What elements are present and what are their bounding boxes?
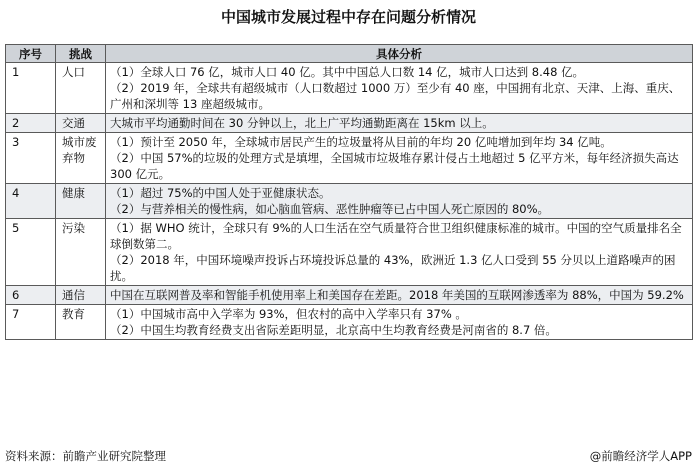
analysis-line: （1）全球人口 76 亿，城市人口 40 亿。其中中国总人口数 14 亿，城市人口达到 8.48 亿。 [110, 65, 585, 79]
row-challenge: 交通 [56, 114, 106, 133]
brand-credit [590, 448, 692, 464]
row-number: 1 [6, 63, 56, 114]
row-analysis [106, 286, 693, 305]
row-challenge: 健康 [56, 184, 106, 219]
row-analysis [106, 184, 693, 219]
row-challenge: 通信 [56, 286, 106, 305]
source-note: 资料来源：前瞻产业研究院整理 [5, 449, 166, 463]
table-row [6, 184, 693, 219]
row-number: 5 [6, 219, 56, 286]
header-number: 序号 [6, 45, 56, 63]
brand-text: @前瞻经济学人APP [589, 449, 692, 463]
table-row [6, 114, 693, 133]
row-analysis [106, 114, 693, 133]
footer [5, 448, 692, 464]
analysis-line: （1）预计至 2050 年，全球城市居民产生的垃圾量将从目前的年均 20 亿吨增加到年均 34 亿吨。 [110, 135, 612, 149]
row-analysis [106, 305, 693, 340]
row-number: 7 [6, 305, 56, 340]
row-number: 6 [6, 286, 56, 305]
table-row [6, 286, 693, 305]
table-row [6, 305, 693, 340]
row-analysis [106, 133, 693, 184]
row-challenge: 污染 [56, 219, 106, 286]
row-challenge: 人口 [56, 63, 106, 114]
row-number: 3 [6, 133, 56, 184]
table-row [6, 219, 693, 286]
row-challenge: 城市废弃物 [56, 133, 106, 184]
table-header-row [6, 45, 693, 63]
analysis-line: 中国在互联网普及率和智能手机使用率上和美国存在差距。2018 年美国的互联网渗透率为 88%，中国为 59.2% [110, 288, 684, 302]
header-analysis: 具体分析 [106, 45, 693, 63]
header-challenge: 挑战 [56, 45, 106, 63]
row-number: 4 [6, 184, 56, 219]
row-analysis [106, 219, 693, 286]
analysis-line: （2）2019 年，全球共有超级城市（人口数超过 1000 万）至少有 40 座，中国拥有北京、天津、上海、重庆、广州和深圳等 13 座超级城市。 [110, 81, 681, 111]
analysis-line: （1）超过 75%的中国人处于亚健康状态。 [110, 186, 331, 200]
analysis-table [5, 44, 693, 340]
row-analysis [106, 63, 693, 114]
analysis-line: （1）据 WHO 统计，全球只有 9%的人口生活在空气质量符合世卫组织健康标准的城市。中国的空气质量排名全球倒数第二。 [110, 221, 682, 251]
analysis-line: （2）中国 57%的垃圾的处理方式是填埋，全国城市垃圾堆存累计侵占土地超过 5 亿平方米，每年经济损失高达 300 亿元。 [110, 151, 679, 181]
analysis-line: （1）中国城市高中入学率为 93%，但农村的高中入学率只有 37% 。 [110, 307, 467, 321]
analysis-line: （2）中国生均教育经费支出省际差距明显，北京高中生均教育经费是河南省的 8.7 倍。 [110, 323, 557, 337]
analysis-line: （2）2018 年，中国环境噪声投诉占环境投诉总量的 43%，欧洲近 1.3 亿人口受到 55 分贝以上道路噪声的困扰。 [110, 253, 676, 283]
page-title: 中国城市发展过程中存在问题分析情况 [220, 8, 476, 26]
row-number: 2 [6, 114, 56, 133]
row-challenge: 教育 [56, 305, 106, 340]
analysis-line: 大城市平均通勤时间在 30 分钟以上，北上广平均通勤距离在 15km 以上。 [110, 116, 494, 130]
table-row [6, 63, 693, 114]
table-row [6, 133, 693, 184]
analysis-line: （2）与营养相关的慢性病，如心脑血管病、恶性肿瘤等已占中国人死亡原因的 80%。 [110, 202, 550, 216]
